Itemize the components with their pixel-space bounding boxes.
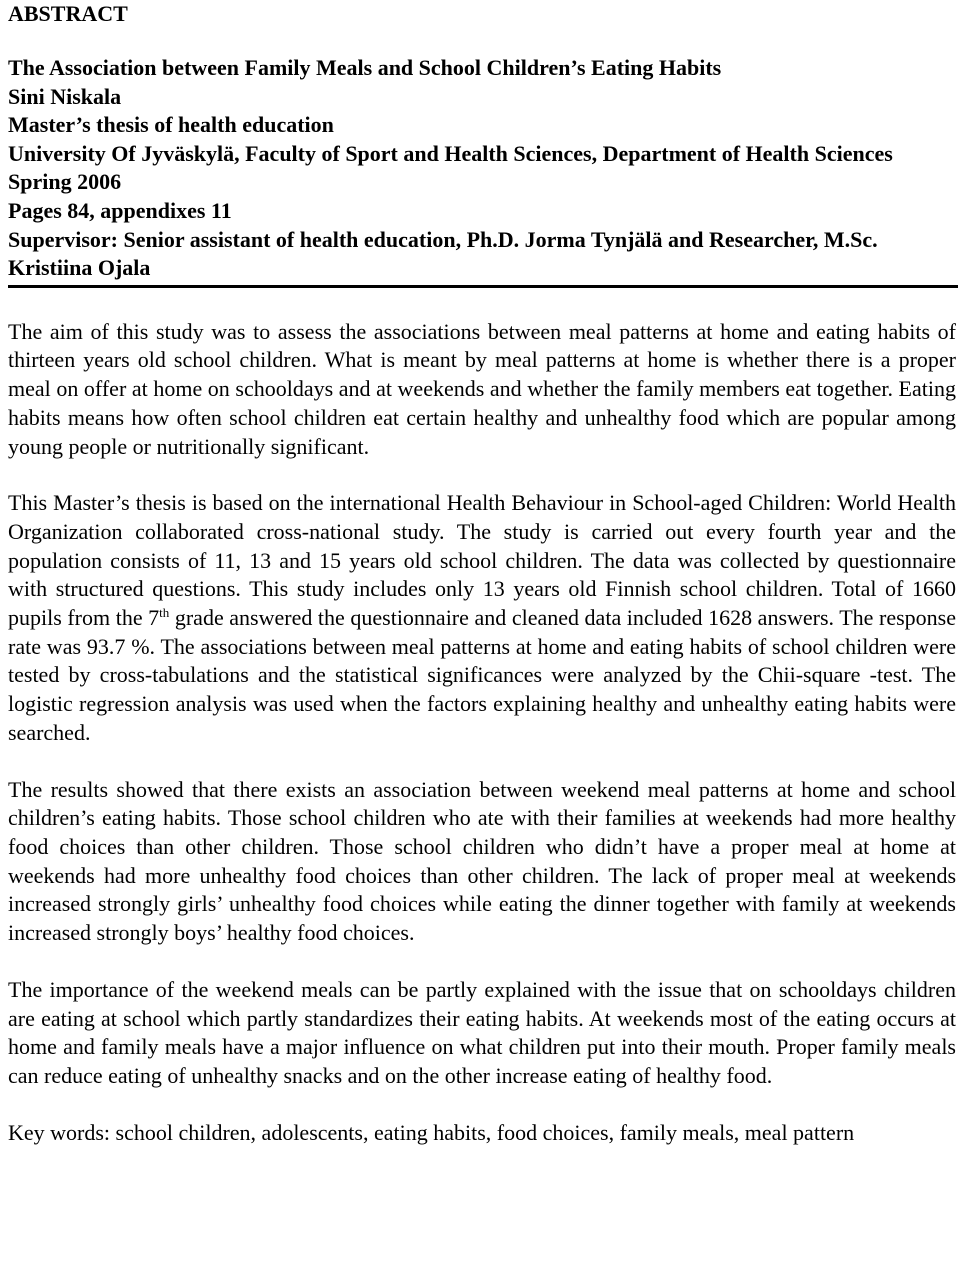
method-text-end: grade answered the questionnaire and cleaned data included 1628 answers. The response rate was 93.7 %. The associations between meal patterns at home and eating habits of school children were tested by cross-tabulations and the statistical significances were analyzed by the Chii-square -test. The logistic regression analysis was used when the factors explaining healthy and unhealthy eating habits were searched. (8, 605, 956, 745)
supervisor: Supervisor: Senior assistant of health education, Ph.D. Jorma Tynjälä and Researcher, M.Sc. Kristiina Ojala (8, 226, 878, 281)
page-count: Pages 84, appendixes 11 (8, 197, 232, 223)
ordinal-superscript: th (159, 605, 170, 621)
method-text-start: This Master’s thesis is based on the international Health Behaviour in School-aged Children: World Health Organization collaborated cross-national study. The study is carried out every fourth year and the population consists of 11, 13 and 15 years old school children. The data was collected by questionnaire with structured questions. This study includes only 13 years old Finnish school children. Total of 1660 pupils from the 7 (8, 490, 956, 631)
institution: University Of Jyväskylä, Faculty of Sport and Health Sciences, Department of Health Sciences (8, 140, 893, 166)
divider-line (8, 285, 958, 288)
conclusion-paragraph: The importance of the weekend meals can be partly explained with the issue that on schooldays children are eating at school which partly standardizes their eating habits. At weekends most of the eating occurs at home and family meals have a major influence on what children put into their mouth. Proper family meals can reduce eating of unhealthy snacks and on the other increase eating of healthy food. (8, 976, 956, 1088)
author-name: Sini Niskala (8, 83, 122, 109)
abstract-heading: ABSTRACT (8, 1, 128, 26)
thesis-type: Master’s thesis of health education (8, 112, 334, 138)
results-paragraph: The results showed that there exists an association between weekend meal patterns at home and school children’s eating habits. Those school children who ate with their families at weekends had more healthy food choices than other children. Those school children who didn’t have a proper meal at home at weekends had more unhealthy food choices than other children. The lack of proper meal at weekends increased strongly girls’ unhealthy food choices while eating the dinner together with family at weekends increased strongly boys’ healthy food choices. (8, 776, 956, 946)
keywords-paragraph: Key words: school children, adolescents, eating habits, food choices, family meals, meal pattern (8, 1119, 855, 1145)
aim-paragraph: The aim of this study was to assess the associations between meal patterns at home and eating habits of thirteen years old school children. What is meant by meal patterns at home is whether there is a proper meal on offer at home on schooldays and at weekends and whether the family members eat together. Eating habits means how often school children eat certain healthy and unhealthy food which are popular among young people or nutritionally significant. (8, 318, 956, 459)
thesis-metadata (8, 54, 956, 283)
method-paragraph (8, 489, 956, 747)
abstract-page (8, 0, 956, 1147)
term: Spring 2006 (8, 169, 122, 195)
thesis-title: The Association between Family Meals and School Children’s Eating Habits (8, 55, 722, 80)
